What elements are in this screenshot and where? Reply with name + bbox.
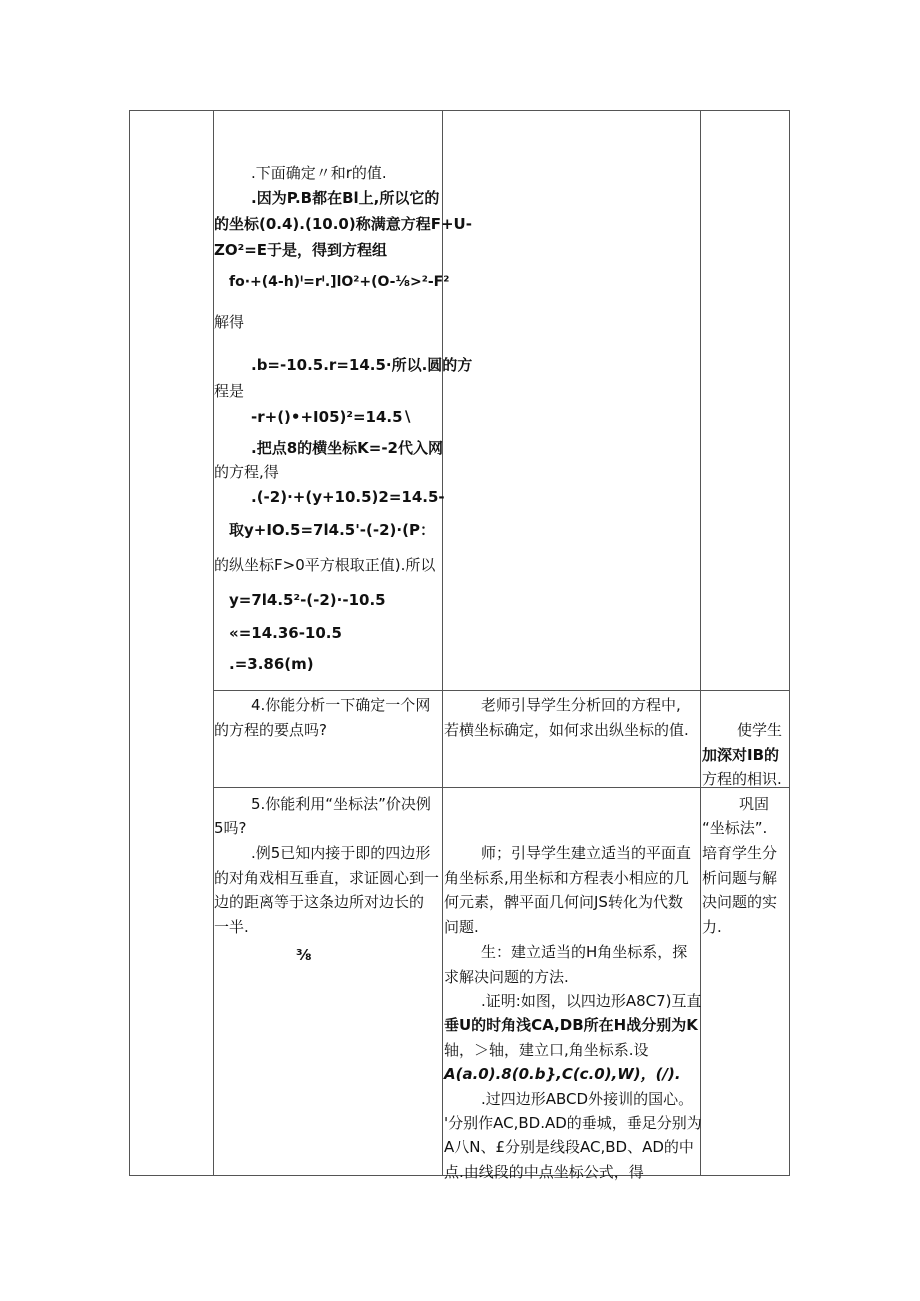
text-line: .过四边形ABCD外接训的国心。 (481, 1090, 694, 1108)
text-line: 巩固 (739, 795, 770, 813)
text-line: 取y+IO.5=7l4.5'-(-2)·(P： (229, 521, 435, 539)
row-divider-1 (213, 690, 790, 691)
text-line: 决问题的实 (702, 893, 778, 911)
text-line: 的坐标(0.4).(10.0)称满意方程F+U- (214, 215, 472, 233)
table-top-border (129, 110, 790, 111)
text-line: 的对角戏相互垂直，求证圆心到一 (214, 869, 440, 887)
text-line: 问题. (444, 918, 479, 936)
text-line: 5吗? (214, 819, 247, 837)
text-line: 何元素，髀平面几何问JS转化为代数 (444, 893, 683, 911)
text-line: 的纵坐标F>0平方根取正值).所以 (214, 556, 436, 574)
text-line: 培育学生分 (702, 844, 778, 862)
column-divider-2 (442, 110, 443, 1176)
text-line: .下面确定〃和r的值. (251, 164, 387, 182)
column-divider-1 (213, 110, 214, 1176)
text-line: 边的距离等于这条边所对边长的 (214, 893, 425, 911)
text-line: .因为P.B都在Bl上,所以它的 (251, 189, 440, 207)
text-line: «=14.36-10.5 (229, 624, 342, 642)
text-line: 师；引导学生建立适当的平面直 (481, 844, 692, 862)
text-line: .b=-10.5.r=14.5·所以.圆的方 (251, 356, 473, 374)
table-right-border (789, 110, 790, 1176)
text-line: .证明:如图，以四边形A8C7)互直 (481, 992, 702, 1010)
text-line: 程是 (214, 382, 245, 400)
text-line: 解得 (214, 313, 245, 331)
text-line: “坐标法”. (702, 819, 768, 837)
text-line: 力. (702, 918, 722, 936)
question-5: 5.你能利用“坐标法”价决例 (251, 795, 431, 813)
text-line: 生：建立适当的H角坐标系，探 (481, 943, 688, 961)
text-line: y=7l4.5²-(-2)·-10.5 (229, 591, 386, 609)
text-line: 若横坐标确定，如何求出纵坐标的值. (444, 721, 689, 739)
text-line: A(a.0).8(0.b},C(c.0),W)，(/). (444, 1065, 681, 1083)
text-line: ZO²=E于是，得到方程组 (214, 241, 388, 259)
text-line: 加深对IB的 (702, 746, 780, 764)
text-line: 一半. (214, 918, 249, 936)
text-line: 轴，＞轴，建立口,角坐标系.设 (444, 1041, 649, 1059)
text-line: 析问题与解 (702, 869, 778, 887)
text-line: '分别作AC,BD.AD的垂城，垂足分别为 (444, 1114, 702, 1132)
figure-placeholder: ⅜ (296, 946, 312, 964)
text-line: 方程的相识. (702, 770, 782, 788)
text-line: 求解决问题的方法. (444, 968, 569, 986)
text-line: 使学生 (737, 721, 783, 739)
text-line: 老师引导学生分析回的方程中, (481, 696, 681, 714)
question-4: 4.你能分析一下确定一个网 (251, 696, 431, 714)
text-line: .(-2)·+(y+10.5)2=14.5- (251, 488, 445, 506)
text-line: .把点8的横坐标K=-2代入网 (251, 439, 443, 457)
equation-system: fo·+(4-h)ˡ=rˡ.]lO²+(O-⅛>²-F² (229, 274, 450, 290)
column-divider-3 (700, 110, 701, 1176)
table-left-border (129, 110, 130, 1176)
text-line: 角坐标系,用坐标和方程表小相应的几 (444, 869, 689, 887)
example-5: .例5已知内接于即的四边形 (251, 844, 431, 862)
circle-equation: -r+()•+I05)²=14.5∖ (251, 408, 413, 426)
result-line: .=3.86(m) (229, 655, 314, 673)
text-line: 点.由线段的中点坐标公式，得 (444, 1163, 644, 1181)
text-line: A八N、£分别是线段AC,BD、AD的中 (444, 1138, 694, 1156)
text-line: 的方程的要点吗? (214, 721, 327, 739)
text-line: 垂U的时角浅CA,DB所在H战分别为K (444, 1016, 698, 1034)
text-line: 的方程,得 (214, 463, 279, 481)
